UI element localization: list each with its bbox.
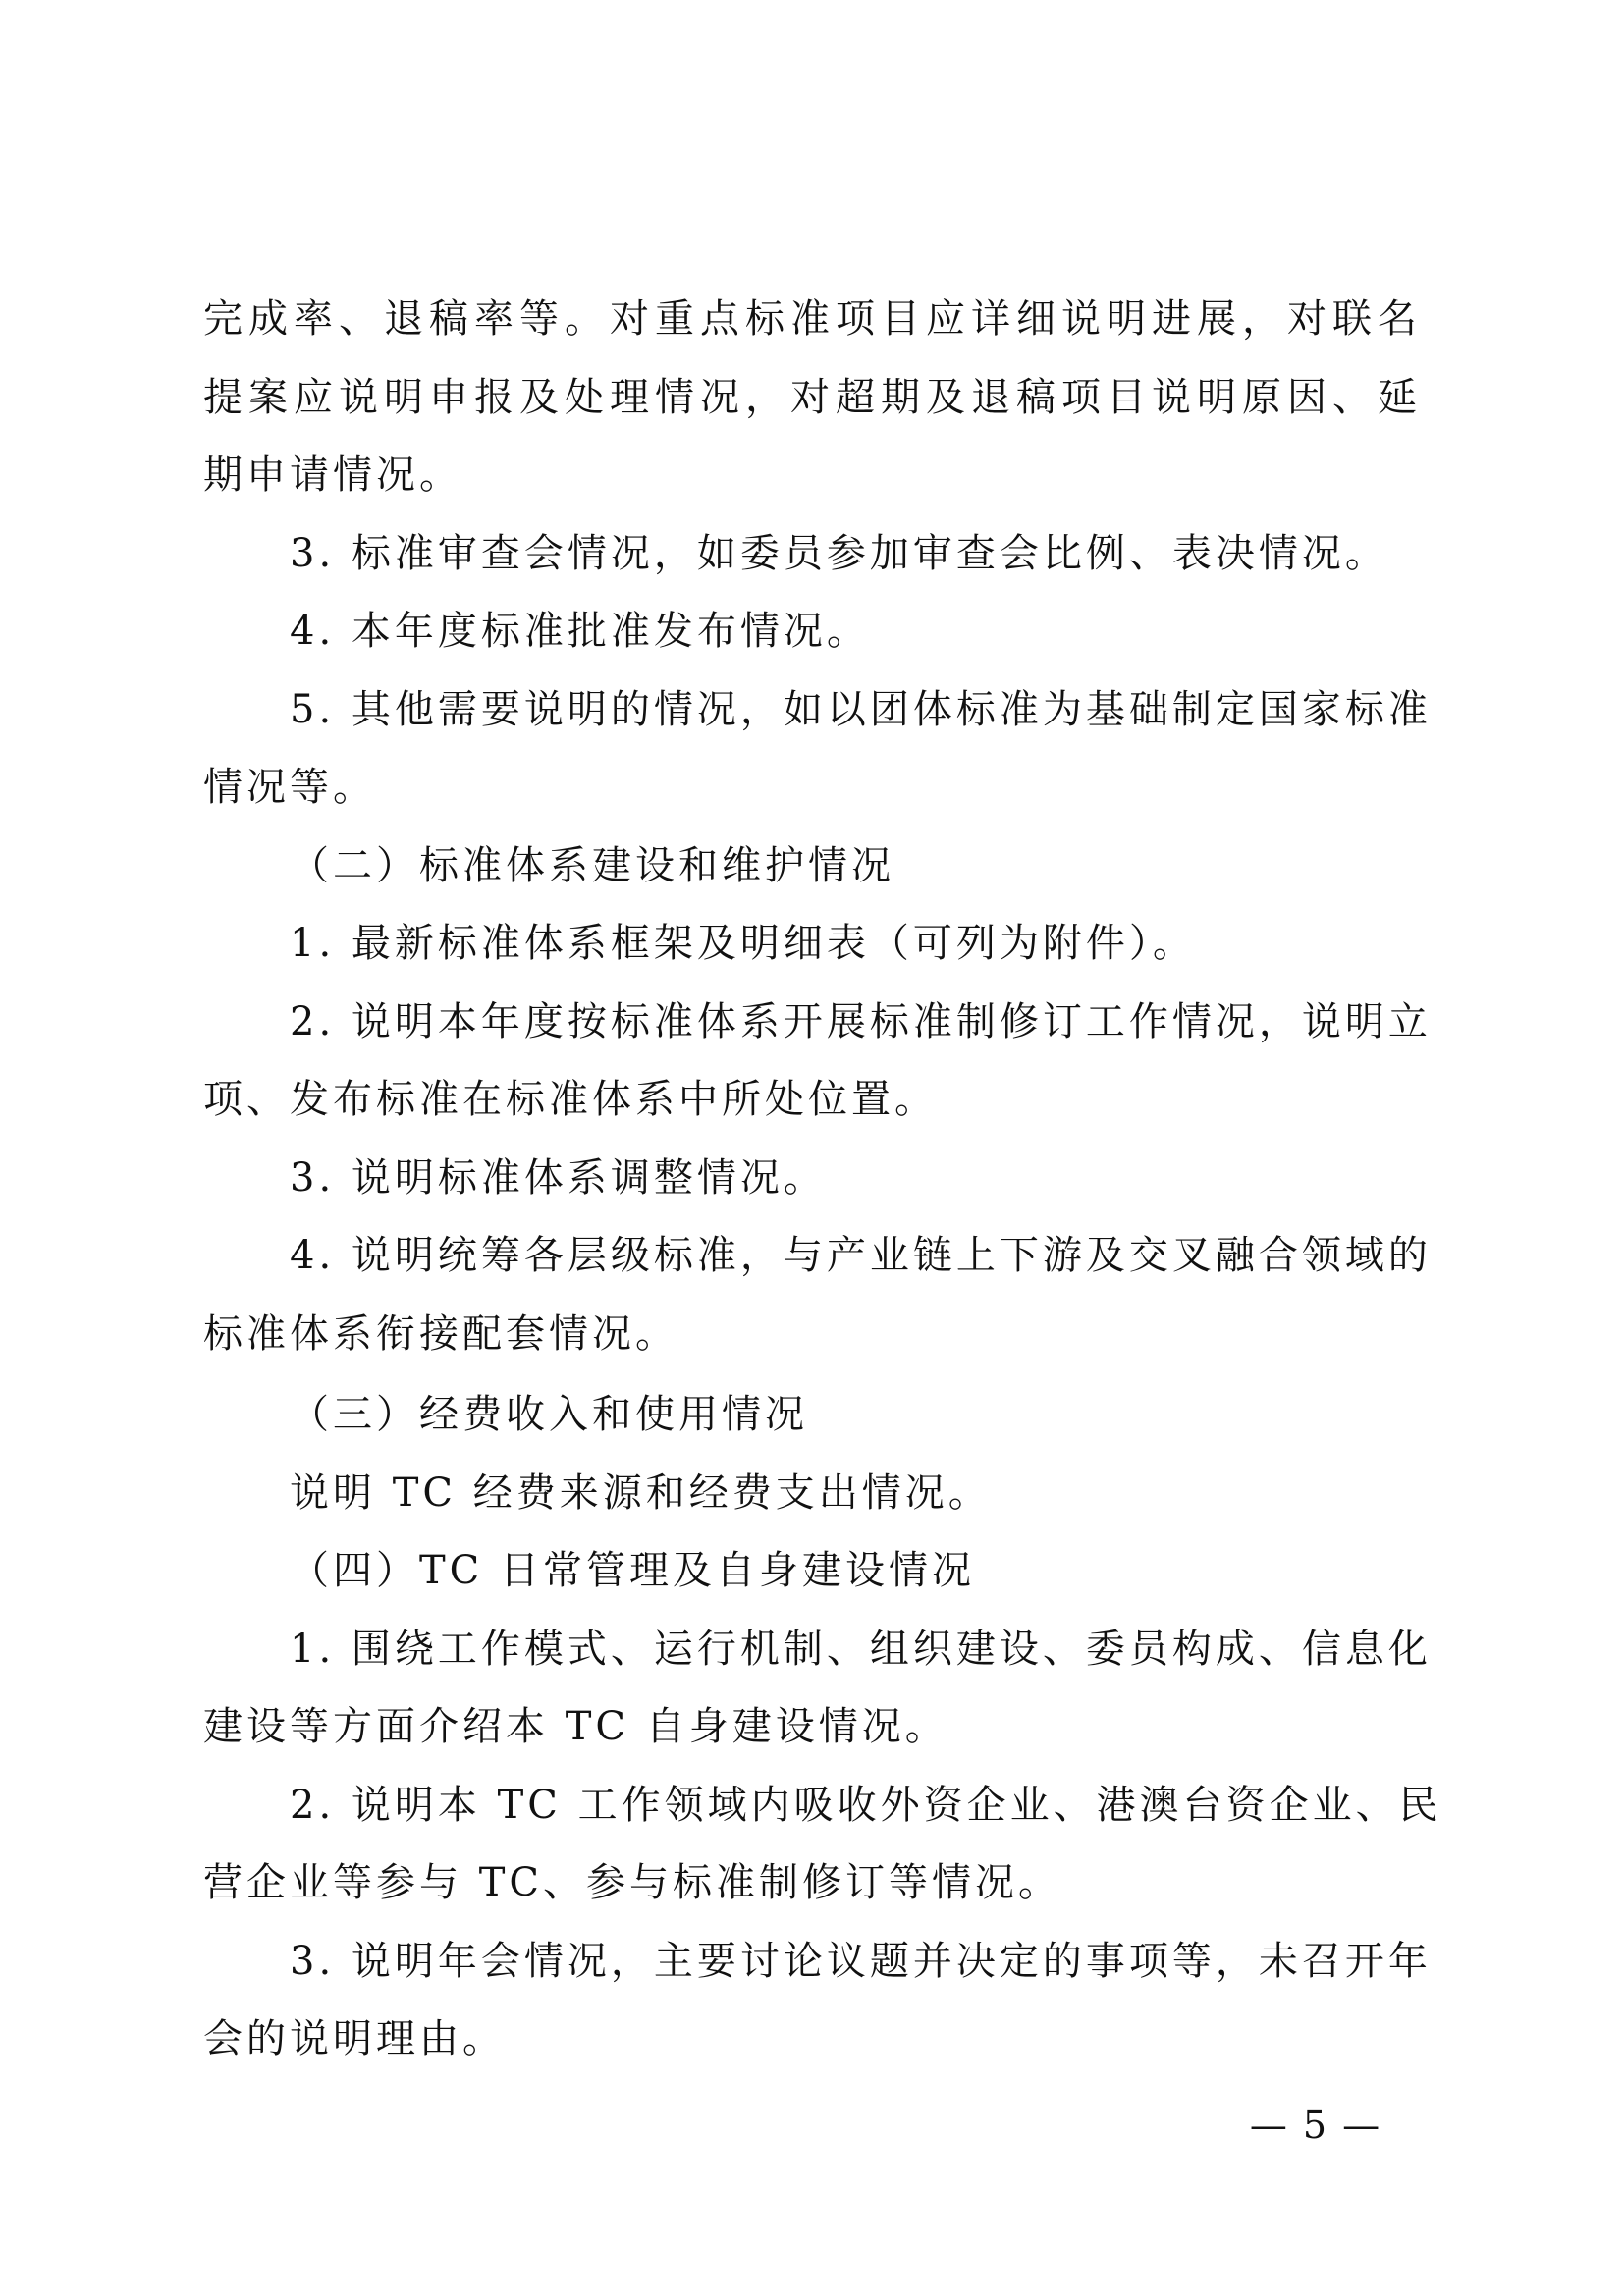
list-item: 3. 说明标准体系调整情况。 — [290, 1155, 827, 1201]
list-item: 2. 说明本 TC 工作领域内吸收外资企业、港澳台资企业、民 — [290, 1783, 1442, 1828]
paragraph-line: 情况等。 — [203, 765, 376, 810]
list-item: 5. 其他需要说明的情况，如以团体标准为基础制定国家标准 — [290, 687, 1432, 732]
section-heading: （二）标准体系建设和维护情况 — [290, 843, 894, 888]
section-heading: （三）经费收入和使用情况 — [290, 1392, 808, 1437]
page-number: — 5 — — [1249, 2104, 1382, 2147]
list-item: 3. 说明年会情况，主要讨论议题并决定的事项等，未召开年 — [290, 1939, 1432, 1984]
paragraph-line: 项、发布标准在标准体系中所处位置。 — [203, 1077, 938, 1122]
paragraph-line: 说明 TC 经费来源和经费支出情况。 — [290, 1470, 992, 1516]
list-item: 3. 标准审查会情况，如委员参加审查会比例、表决情况。 — [290, 531, 1388, 576]
paragraph-line: 提案应说明申报及处理情况，对超期及退稿项目说明原因、延 — [203, 375, 1421, 420]
paragraph-line: 期申请情况。 — [203, 453, 462, 498]
list-item: 1. 最新标准体系框架及明细表（可列为附件）。 — [290, 921, 1196, 966]
list-item: 4. 说明统筹各层级标准，与产业链上下游及交叉融合领域的 — [290, 1233, 1432, 1278]
paragraph-line: 营企业等参与 TC、参与标准制修订等情况。 — [203, 1860, 1061, 1905]
section-heading: （四）TC 日常管理及自身建设情况 — [290, 1548, 975, 1593]
list-item: 4. 本年度标准批准发布情况。 — [290, 609, 870, 654]
paragraph-line: 建设等方面介绍本 TC 自身建设情况。 — [203, 1704, 948, 1749]
list-item: 2. 说明本年度按标准体系开展标准制修订工作情况，说明立 — [290, 999, 1432, 1044]
paragraph-line: 标准体系衔接配套情况。 — [203, 1311, 678, 1357]
paragraph-line: 完成率、退稿率等。对重点标准项目应详细说明进展，对联名 — [203, 296, 1421, 342]
paragraph-line: 会的说明理由。 — [203, 2016, 506, 2061]
list-item: 1. 围绕工作模式、运行机制、组织建设、委员构成、信息化 — [290, 1627, 1432, 1672]
